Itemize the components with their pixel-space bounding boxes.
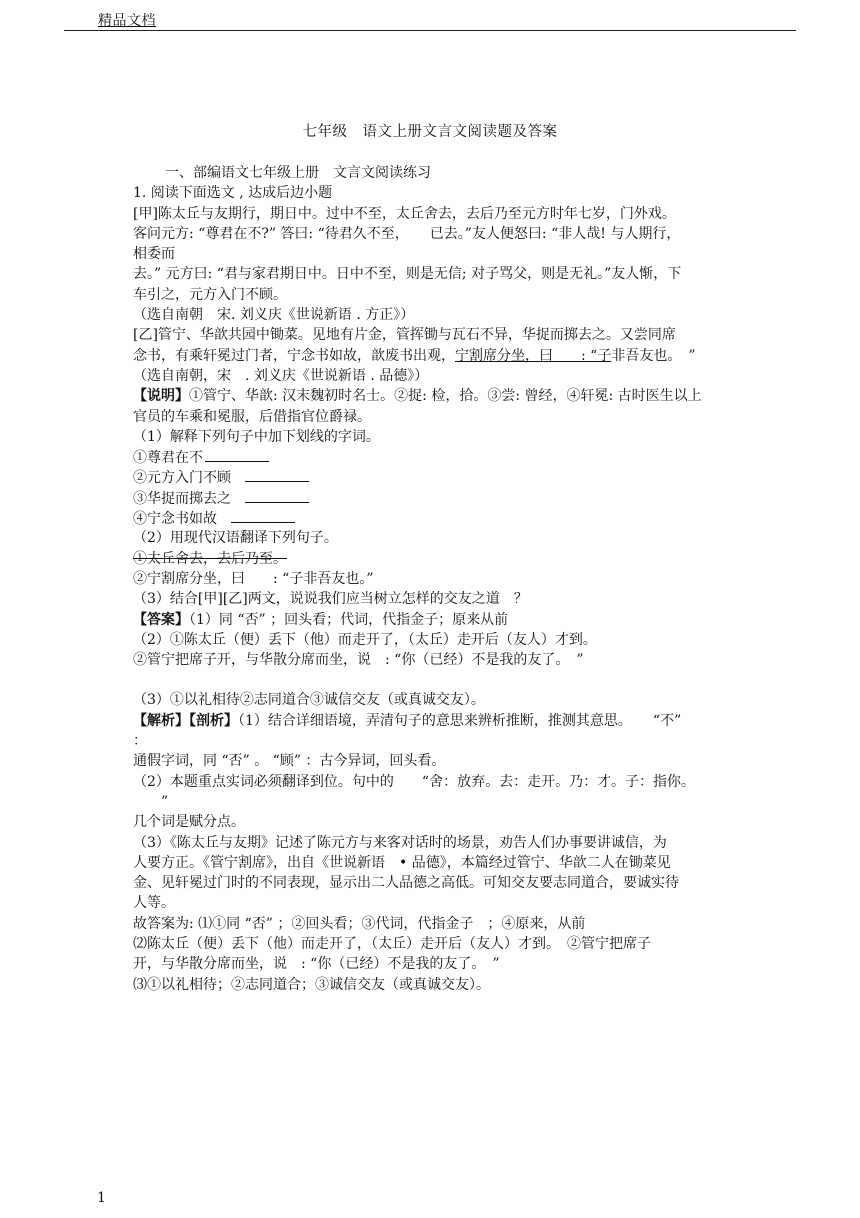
spacer [133,670,793,690]
explanation-label: 【说明】 [133,388,189,405]
analysis-line: 金、见轩冕过门时的不同表现，显示出二人品德之高低。可知交友要志同道合，要诚实待 [133,875,679,892]
source-note: （选自南朝，宋 . 刘义庆《世说新语 . 品德》） [133,367,429,384]
blank-item: ③华捉而掷去之 [133,488,793,508]
blank-item: ①尊君在不 [133,447,793,467]
passage-yi-line: [乙]管宁、华歆共园中锄菜。见地有片金，管挥锄与瓦石不异，华捉而掷去之。又尝同席 [133,327,676,344]
answer-text: （1）同 “否” ；回头看；代词，代指金子；原来从前 [189,611,509,628]
analysis-line: 人等。 [133,895,175,912]
answer-line: ②管宁把席子开，与华散分席而坐，说 : “你（已经）不是我的友了。 ” [133,652,584,669]
answer-line [133,610,793,630]
final-answer-line: ⑶①以礼相待；②志同道合；③诚信交友（或真诚交友）。 [133,976,490,993]
sub-question: （3）结合[甲][乙]两文，说说我们应当树立怎样的交友之道 ？ [133,591,528,608]
passage-yi-text: 念书，有乘轩冕过门者，宁念书如故，歆废书出观， [133,347,455,364]
page-header [64,8,796,31]
document-body [133,163,793,995]
blank-item: ④宁念书如故 [133,508,793,528]
final-answer-line: ⑵陈太丘（便）丢下（他）而走开了，（太丘）走开后（友人）才到。 ②管宁把席子 [133,935,651,952]
analysis-line: 几个词是赋分点。 [133,814,245,831]
answer-blank [205,447,269,462]
passage-jia-line: 相委而 [133,246,175,263]
answer-label: 【答案】 [133,611,189,628]
analysis-label: 【解析】【剖析】 [133,712,238,729]
answer-blank [245,488,309,503]
final-answer-line: 开，与华散分席而坐，说 : “你（已经）不是我的友了。 ” [133,956,500,973]
answer-line: （3）①以礼相待②志同道合③诚信交友（或真诚交友）。 [133,692,485,709]
analysis-line: （2）本题重点实词必须翻译到位。句中的 “舍：放弃。去：走开。乃：才。子：指你。 [133,773,696,790]
answer-line: （2）①陈太丘（便）丢下（他）而走开了，（太丘）走开后（友人）才到。 [133,631,597,648]
analysis-line: 人要方正。《管宁割席》，出自《世说新语 • 品德》，本篇经过管宁、华歆二人在锄菜见 [133,854,671,871]
analysis-line: （3）《陈太丘与友期》记述了陈元方与来客对话时的场景，劝告人们办事要讲诚信，为 [133,834,667,851]
answer-blank [245,467,309,482]
explanation-line [133,386,793,406]
answer-blank [231,508,295,523]
analysis-text: （1）结合详细语境，弄清句子的意思来辨析推断，推测其意思。 “不” [238,712,682,729]
passage-jia-line: [甲]陈太丘与友期行，期日中。过中不至，太丘舍去，去后乃至元方时年七岁，门外戏。 [133,205,676,222]
explanation-line: 官员的车乘和冕服，后借指官位爵禄。 [133,408,371,425]
question-intro: 1. 阅读下面选文 , 达成后边小题 [133,185,333,202]
analysis-line: ： [133,733,147,750]
header-label: 精品文档 [98,13,156,29]
analysis-line [133,711,793,731]
section-heading: 一、部编语文七年级上册 文言文阅读练习 [165,165,431,181]
translate-item: ①太丘舍去，去后乃至。 [133,550,287,567]
page-number: 1 [97,1190,106,1206]
document-title: 七年级 语文上册文言文阅读题及答案 [302,124,558,140]
passage-jia-line: 去。” 元方曰: “君与家君期日中。日中不至，则是无信; 对子骂父，则是无礼。”友人惭，下 [133,266,682,283]
translate-item: ②宁割席分坐，曰 : “子非吾友也。” [133,570,374,587]
passage-yi-text: 非吾友也。 ” [611,347,696,364]
underlined-phrase: 宁割席分坐，曰 : “子 [455,347,612,364]
final-answer-line: 故答案为: ⑴①同 “否” ；②回头看；③代词，代指金子 ；④原来，从前 [133,915,586,932]
source-note: （选自南朝 宋. 刘义庆《世说新语 . 方正》） [133,307,415,324]
blank-item: ②元方入门不顾 [133,467,793,487]
passage-jia-line: 客问元方: “尊君在不?” 答曰: “待君久不至， 已去。”友人便怒曰: “非人哉! 与人期行， [133,225,681,242]
explanation-text: ①管宁、华歆: 汉末魏初时名士。②捉: 检，拾。③尝: 曾经，④轩冕: 古时医生以上 [189,388,702,405]
analysis-line: ” [133,793,169,810]
analysis-line: 通假字词，同 “否” 。 “顾” ：古今异词，回头看。 [133,753,446,770]
sub-question: （1）解释下列句子中加下划线的字词。 [133,428,380,445]
passage-jia-line: 车引之，元方入门不顾。 [133,286,287,303]
passage-yi-line [133,346,793,366]
sub-question: （2）用现代汉语翻译下列句子。 [133,530,338,547]
